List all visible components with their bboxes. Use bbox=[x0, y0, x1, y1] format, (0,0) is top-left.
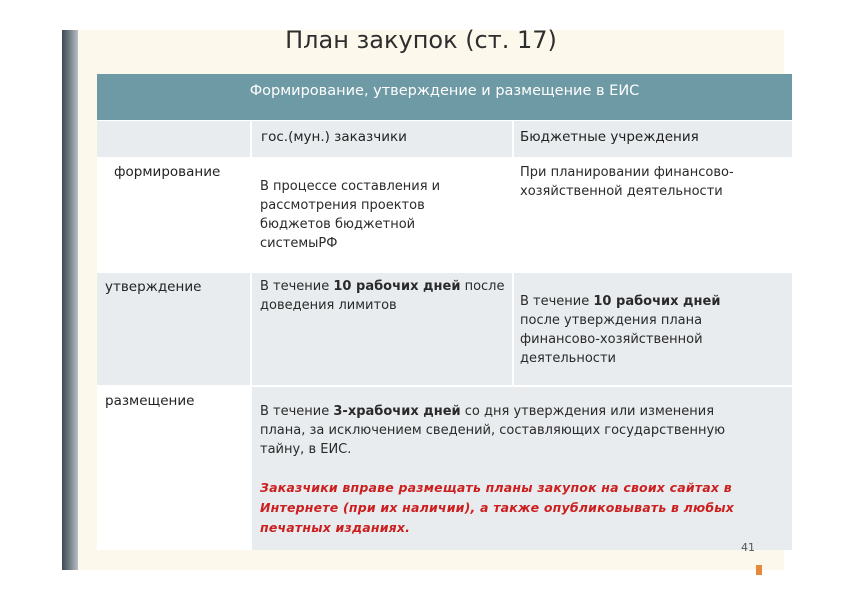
page-number: 41 bbox=[741, 541, 755, 554]
formation-budget-text: При планировании финансово-хозяйственной деятельности bbox=[520, 165, 734, 199]
row-label-formation: формирование bbox=[114, 164, 221, 180]
corner-cell bbox=[97, 121, 250, 157]
approval-budget-text: В течение 10 рабочих дней после утверждения плана финансово-хозяйственной деятельности bbox=[520, 294, 721, 366]
formation-customers-cell bbox=[252, 159, 512, 271]
row-label-approval: утверждение bbox=[105, 279, 202, 295]
column-header-customers-cell bbox=[252, 121, 512, 157]
slide-corner-mark bbox=[756, 565, 762, 575]
approval-budget-cell bbox=[514, 273, 792, 385]
formation-customers-text: В процессе составления и рассмотрения проектов бюджетов бюджетной системыРФ bbox=[260, 179, 441, 251]
slide-left-bar bbox=[62, 30, 78, 570]
placement-label-cell bbox=[97, 387, 250, 550]
procurement-table bbox=[97, 74, 792, 554]
column-header-budget-cell bbox=[514, 121, 792, 157]
approval-customers-cell bbox=[252, 273, 512, 385]
placement-note: Заказчики вправе размещать планы закупок на своих сайтах в Интернете (при их наличии), а также опубликовывать в любых печатных изданиях. bbox=[260, 480, 735, 535]
page-title: План закупок (ст. 17) bbox=[285, 26, 557, 54]
table-band-header: Формирование, утверждение и размещение в ЕИС bbox=[97, 74, 792, 120]
column-header-customers: гос.(мун.) заказчики bbox=[261, 129, 407, 145]
approval-customers-text: В течение 10 рабочих дней после доведения лимитов bbox=[260, 279, 505, 313]
placement-text: В течение 3-храбочих дней со дня утверждения или изменения плана, за исключением сведений, составляющих государственную тайну, в ЕИС. bbox=[260, 404, 726, 457]
formation-budget-cell bbox=[514, 159, 792, 271]
column-header-budget: Бюджетные учреждения bbox=[520, 129, 699, 145]
row-label-placement: размещение bbox=[105, 393, 195, 409]
